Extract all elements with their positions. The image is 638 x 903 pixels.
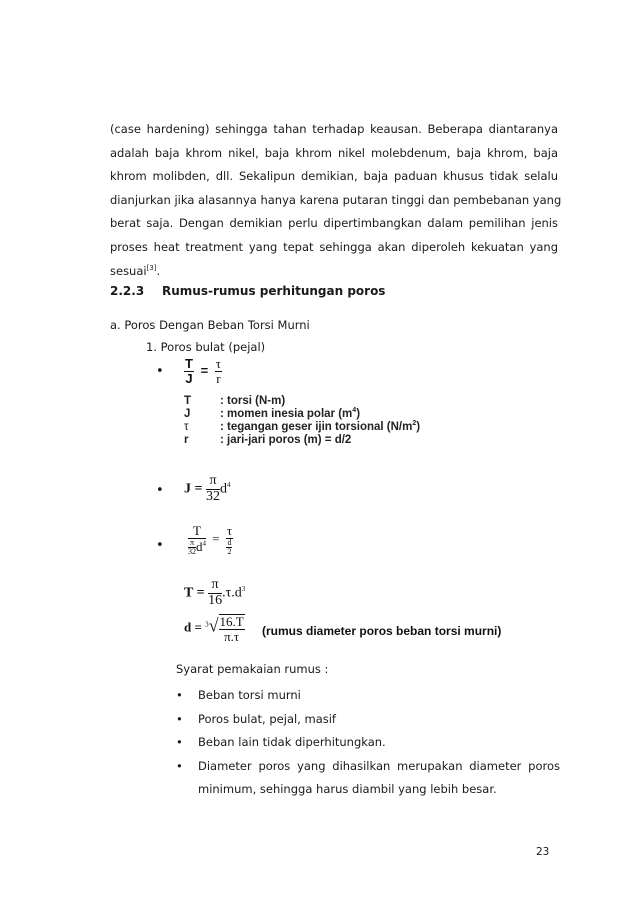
list-item-text: Beban lain tidak diperhitungkan. (198, 735, 386, 750)
formula3-rhs-den-den: 2 (227, 547, 232, 557)
formula5-note: (rumus diameter poros beban torsi murni) (262, 624, 502, 638)
formula4-exp: 3 (241, 584, 246, 593)
formula3-den-frac-num: π (189, 537, 195, 547)
list-item (176, 708, 560, 732)
formula3-rhs-den-num: d (227, 537, 232, 547)
formula4-lhs: T = (184, 585, 205, 601)
formula2-lhs: J = (184, 481, 203, 497)
formula3-den-frac-den: 32 (188, 547, 196, 557)
formula-torque (184, 578, 245, 608)
list-item (176, 684, 560, 708)
def-text: : momen inesia polar (m (220, 408, 353, 420)
paragraph-line: (case hardening) sehingga tahan terhadap keausan. Beberapa diantaranya (110, 122, 558, 136)
formula-bullet: • (156, 538, 164, 553)
paragraph-line: khrom molibden, dll. Sekalipun demikian, baja paduan khusus tidak selalu (110, 169, 558, 184)
formula1-num-tau: τ (215, 356, 222, 371)
def-text: : torsi (N-m) (220, 395, 286, 407)
paragraph-line: adalah baja khrom nikel, baja khrom nikel molebdenum, baja khrom, baja (110, 145, 558, 160)
formula-bullet: • (156, 364, 164, 379)
definition-row (184, 408, 420, 421)
citation: [3] (146, 263, 157, 272)
formula4-tail: .τ.d (222, 585, 242, 601)
section-number: 2.2.3 (110, 284, 145, 298)
paragraph-line: proses heat treatment yang tepat sehingga akan diperoleh kekuatan yang (110, 239, 558, 254)
bullet-icon: • (176, 735, 183, 750)
section-title: Rumus-rumus perhitungan poros (162, 284, 386, 298)
formula3-num: T (188, 524, 206, 539)
formula3-den-tail: d (196, 538, 203, 554)
bullet-icon: • (176, 758, 183, 773)
list-item (176, 731, 560, 755)
subsection-a: a. Poros Dengan Beban Torsi Murni (110, 318, 310, 332)
def-symbol: τ (184, 421, 189, 433)
def-tail: ) (356, 408, 361, 420)
page-number: 23 (536, 846, 550, 858)
requirements-list (176, 684, 560, 802)
list-item-continuation (176, 778, 560, 802)
sqrt-icon: √ (208, 615, 219, 636)
formula2-exp: 4 (226, 480, 231, 489)
paragraph-line: berat saja. Dengan demikian perlu dipertimbangkan dalam pemilihan jenis (110, 216, 558, 231)
formula-torsion-ratio: $\frac{T}{J}$ = $\frac{\tau}{r}$ (185, 356, 222, 386)
paragraph-line-last (110, 260, 558, 284)
list-item-text: Beban torsi murni (198, 688, 301, 702)
def-symbol: J (184, 408, 191, 420)
last-line-text: sesuai (110, 263, 147, 278)
formula-bullet: • (156, 483, 164, 498)
formula2-num: π (206, 474, 220, 490)
formula3-rhs-num: τ (226, 523, 233, 538)
formula5-root-index: 3 (205, 620, 209, 629)
formula3-den-exp: 4 (202, 539, 206, 548)
formula5-den: π.τ (224, 628, 240, 644)
formula4-den: 16 (208, 592, 223, 608)
def-text: : tegangan geser ijin torsional (N/m (220, 421, 413, 433)
def-text: : jari-jari poros (m) = d/2 (220, 434, 352, 446)
formula-diameter (184, 614, 245, 643)
formula1-den-r: r (216, 370, 221, 386)
formula5-lhs: d = (184, 619, 202, 635)
symbol-definitions (184, 395, 420, 447)
def-symbol: r (184, 434, 189, 446)
list-item-text: Diameter poros yang dihasilkan merupakan diameter poros (198, 758, 560, 773)
list-item-text: Poros bulat, pejal, masif (198, 711, 336, 726)
definition-row (184, 434, 420, 447)
def-sup: 2 (412, 420, 417, 428)
section-heading (110, 284, 385, 298)
definition-row (184, 421, 420, 434)
formula2-den: 32 (205, 488, 220, 504)
formula3-eq: = (212, 531, 220, 547)
formula-substitution (188, 524, 233, 556)
formula-polar-moment (184, 474, 230, 504)
formula4-num: π (208, 578, 222, 594)
formula1-den-J: J (185, 370, 193, 386)
paragraph-line: dianjurkan jika alasannya hanya karena putaran tinggi dan pembebanan yang (110, 192, 562, 207)
formula2-tail: d (219, 481, 227, 497)
def-symbol: T (184, 395, 192, 407)
formula5-num: 16.T (219, 614, 244, 629)
requirements-title: Syarat pemakaian rumus : (176, 662, 329, 676)
definition-row (184, 395, 420, 408)
def-tail: ) (416, 421, 421, 433)
bullet-icon: • (176, 711, 183, 726)
list-item-1: 1. Poros bulat (pejal) (146, 340, 266, 354)
def-sup: 4 (352, 407, 357, 415)
last-line-punct: . (156, 263, 161, 278)
list-item-text: minimum, sehingga harus diambil yang lebih besar. (198, 782, 497, 797)
list-item (176, 755, 560, 779)
bullet-icon: • (176, 688, 183, 702)
formula1-num-T: T (185, 356, 193, 371)
body-paragraph (110, 118, 562, 283)
